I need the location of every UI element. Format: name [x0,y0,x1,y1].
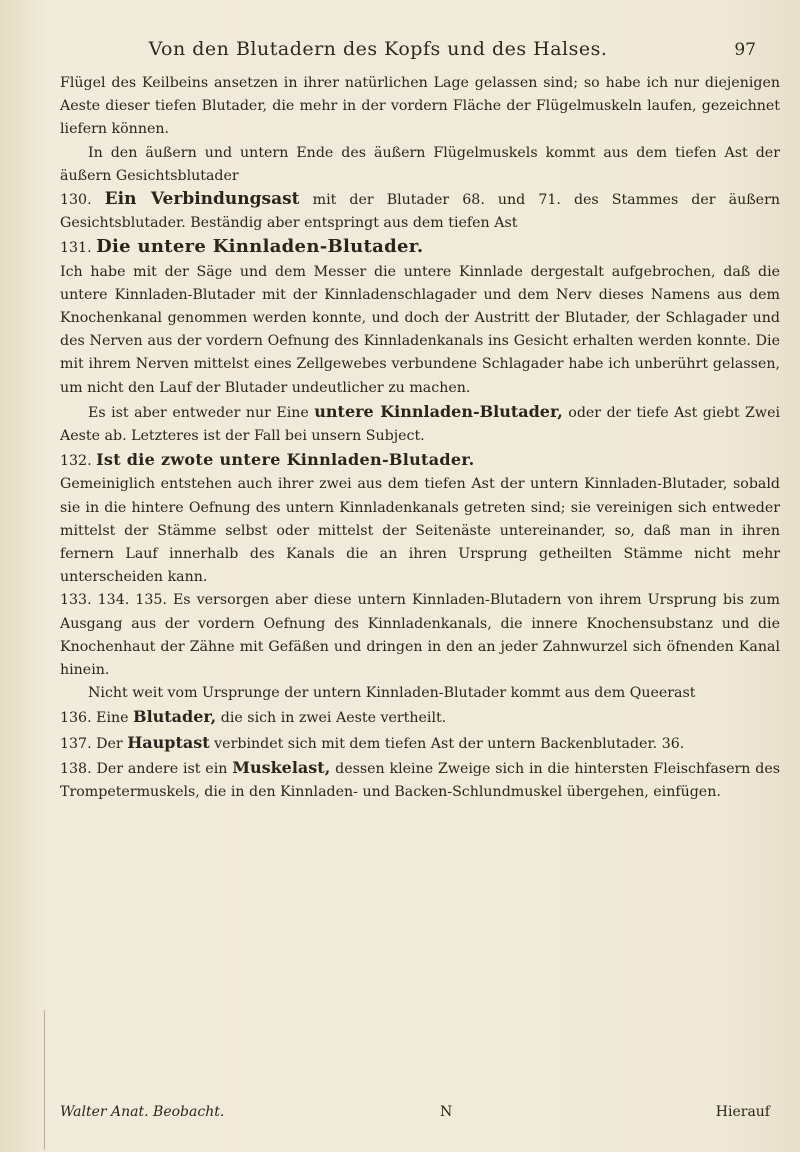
paragraph: Flügel des Keilbeins ansetzen in ihrer natürlichen Lage gelassen sind; so habe ich nur diejenigen Aeste dieser tiefen Blutader, die mehr in der vordern Fläche der Flügelmuskeln laufen, gezeichnet liefern können. [60,75,780,138]
text-run: oder der tiefe Ast giebt Zwei Aeste ab. Letzteres ist der Fall bei unsern Subject. [60,404,780,445]
paragraph: Gemeiniglich entstehen auch ihrer zwei aus dem tiefen Ast der untern Kinnladen-Blutader, sobald sie in die hintere Oefnung des untern Kinnladenkanals getreten sind; sie vereinigen sich entweder mittelst der Stämme selbst oder mittelst der Seitenäste untereinander, so, daß man in ihren fernern Lauf innerhalb des Kanals die an ihren Ursprung getheilten Stämme nicht mehr unterscheiden kann. [60,476,780,586]
margin-rule [44,1010,45,1150]
text-run: Es ist aber entweder nur Eine [88,404,315,421]
section-text: mit der Blutader 68. und 71. des Stammes der äußern Gesichtsblutader. Beständig aber entspringt aus dem tiefen Ast [60,192,781,232]
text-run: Der andere ist ein [96,760,233,777]
section-number: 131. [60,240,92,257]
section-title: Ist die zwote untere Kinnladen-Blutader. [96,450,475,470]
section-number: 138. [60,760,92,777]
text-run: Eine [96,710,134,727]
section-number: 130. [60,192,92,209]
text-run: die sich in zwei Aeste vertheilt. [216,710,447,727]
section-number: 132. [60,453,92,470]
page-body [60,72,780,804]
section-130 [60,188,780,235]
section-title: Ein Verbindungsast [104,189,300,210]
section-number: 137. [60,735,92,752]
section-number: 136. [60,710,92,727]
catchword: Hierauf [715,1104,770,1120]
section-text: Es versorgen aber diese untern Kinnladen-Blutadern von ihrem Ursprung bis zum Ausgang aus der vordern Oefnung des Kinnladenkanals, die innere Knochensubstanz und die Knochenhaut der Zähne mit Gefäßen und dringen in den an jeder Zahnwurzel sich öfnenden Kanal hinein. [60,592,780,679]
paragraph [60,400,780,448]
emphasis: Muskelast, [232,757,331,777]
signature-mark: N [440,1104,453,1120]
paragraph: Nicht weit vom Ursprunge der untern Kinnladen-Blutader kommt aus dem Queerast [88,685,696,702]
signature-author: Walter Anat. Beobacht. [60,1104,225,1120]
section-133-135 [60,589,780,682]
emphasis: untere Kinnladen-Blutader, [314,401,563,421]
text-run: verbindet sich mit dem tiefen Ast der untern Backenblutader. 36. [209,735,685,752]
section-136 [60,705,780,730]
section-title: Die untere Kinnladen-Blutader. [96,236,424,258]
text-run: dessen kleine Zweige sich in die hintersten Fleischfasern des Trompetermuskels, die in den Kinnladen- und Backen-Schlundmuskel übergehen, einfügen. [60,760,780,801]
page-header [60,38,756,68]
running-head: Von den Blutadern des Kopfs und des Halses. [148,38,608,60]
paragraph: In den äußern und untern Ende des äußern Flügelmuskels kommt aus dem tiefen Ast der äußern Gesichtsblutader [60,144,780,184]
section-138 [60,756,780,804]
paragraph: Ich habe mit der Säge und dem Messer die untere Kinnlade dergestalt aufgebrochen, daß die untere Kinnladen-Blutader mit der Kinnladenschlagader und dem Nerv dieses Namens aus dem Knochenkanal genommen werden konnte, und doch der Austritt der Blutader, der Schlagader und des Nerven aus der vordern Oefnung des Kinnladenkanals ins Gesicht erhalten werden konnte. Die mit ihrem Nerven mittelst eines Zellgewebes verbundene Schlagader habe ich unberührt gelassen, um nicht den Lauf der Blutader undeutlicher zu machen. [60,263,780,396]
emphasis: Hauptast [127,732,210,752]
section-number: 133. 134. 135. [60,592,167,609]
emphasis: Blutader, [133,707,217,727]
section-131 [60,235,780,260]
page-number: 97 [734,40,756,60]
text-run: Der [96,735,128,752]
section-137 [60,731,780,756]
page-footer [60,1104,780,1128]
section-132 [60,448,780,473]
